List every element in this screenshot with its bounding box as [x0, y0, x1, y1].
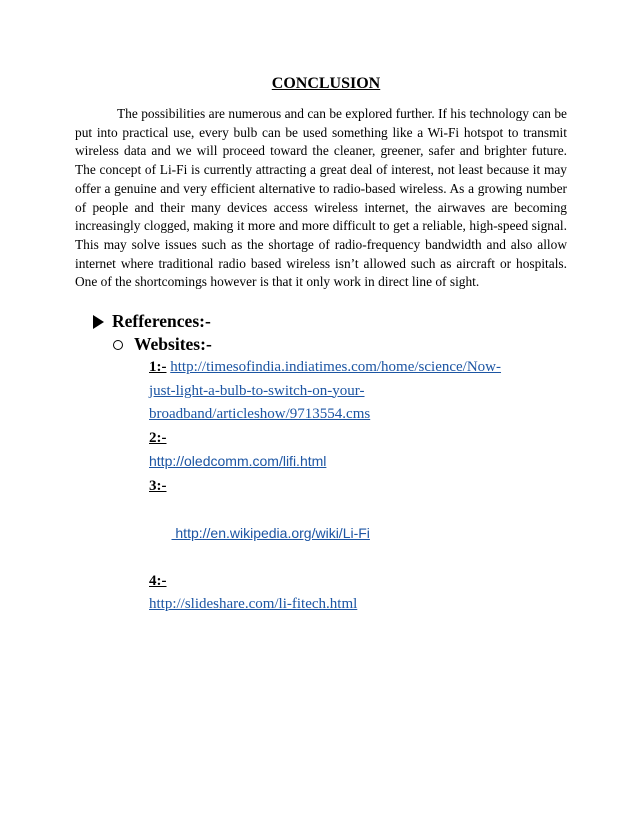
- reference-link-4[interactable]: http://slideshare.com/li-fitech.html: [149, 596, 358, 612]
- references-heading-label: Refferences:-: [112, 311, 211, 331]
- reference-number-3: 3:-: [149, 477, 167, 494]
- reference-item-3: [149, 498, 569, 570]
- reference-link-3[interactable]: http://en.wikipedia.org/wiki/Li-Fi: [171, 524, 370, 541]
- page-title: CONCLUSION: [271, 75, 381, 92]
- reference-item-1-line3: [149, 403, 569, 427]
- reference-number-1: 1:-: [149, 359, 167, 375]
- reference-link-2[interactable]: http://oledcomm.com/lifi.html: [149, 453, 327, 469]
- conclusion-paragraph: The possibilities are numerous and can be explored further. If his technology can be put into practical use, every bulb can be used something like a Wi-Fi hotspot to transmit wireless data and we will proceed toward the cleaner, greener, safer and brighter future. The concept of Li-Fi is currently attracting a great deal of interest, not least because it may offer a genuine and very efficient alternative to radio-based wireless. As a growing number of people and their many devices access wireless internet, the airwaves are becoming increasingly clogged, making it more and more difficult to get a reliable, high-speed signal. This may solve issues such as the shortage of radio-frequency bandwidth and also allow internet where traditional radio based wireless isn’t allowed such as aircraft or hospitals. One of the shortcomings however is that it only work in direct line of sight.: [75, 106, 567, 290]
- reference-link-1-cont2[interactable]: broadband/articleshow/9713554.cms: [149, 406, 371, 422]
- reference-item-4: [149, 593, 569, 617]
- reference-item-1-line2: [149, 380, 569, 404]
- reference-list: [149, 356, 569, 617]
- arrow-bullet-icon: [93, 315, 104, 329]
- circle-bullet-icon: [113, 340, 123, 350]
- references-heading: [93, 310, 211, 332]
- reference-link-1-cont[interactable]: just-light-a-bulb-to-switch-on-your-: [149, 382, 365, 399]
- reference-item-1: [149, 356, 569, 380]
- websites-subheading-label: Websites:-: [134, 334, 212, 354]
- reference-link-1[interactable]: http://timesofindia.indiatimes.com/home/science/Now-: [170, 359, 502, 375]
- reference-number-2: 2:-: [149, 429, 167, 446]
- websites-subheading: [113, 333, 212, 355]
- reference-item-2: [149, 450, 569, 475]
- reference-number-4: 4:-: [149, 572, 167, 589]
